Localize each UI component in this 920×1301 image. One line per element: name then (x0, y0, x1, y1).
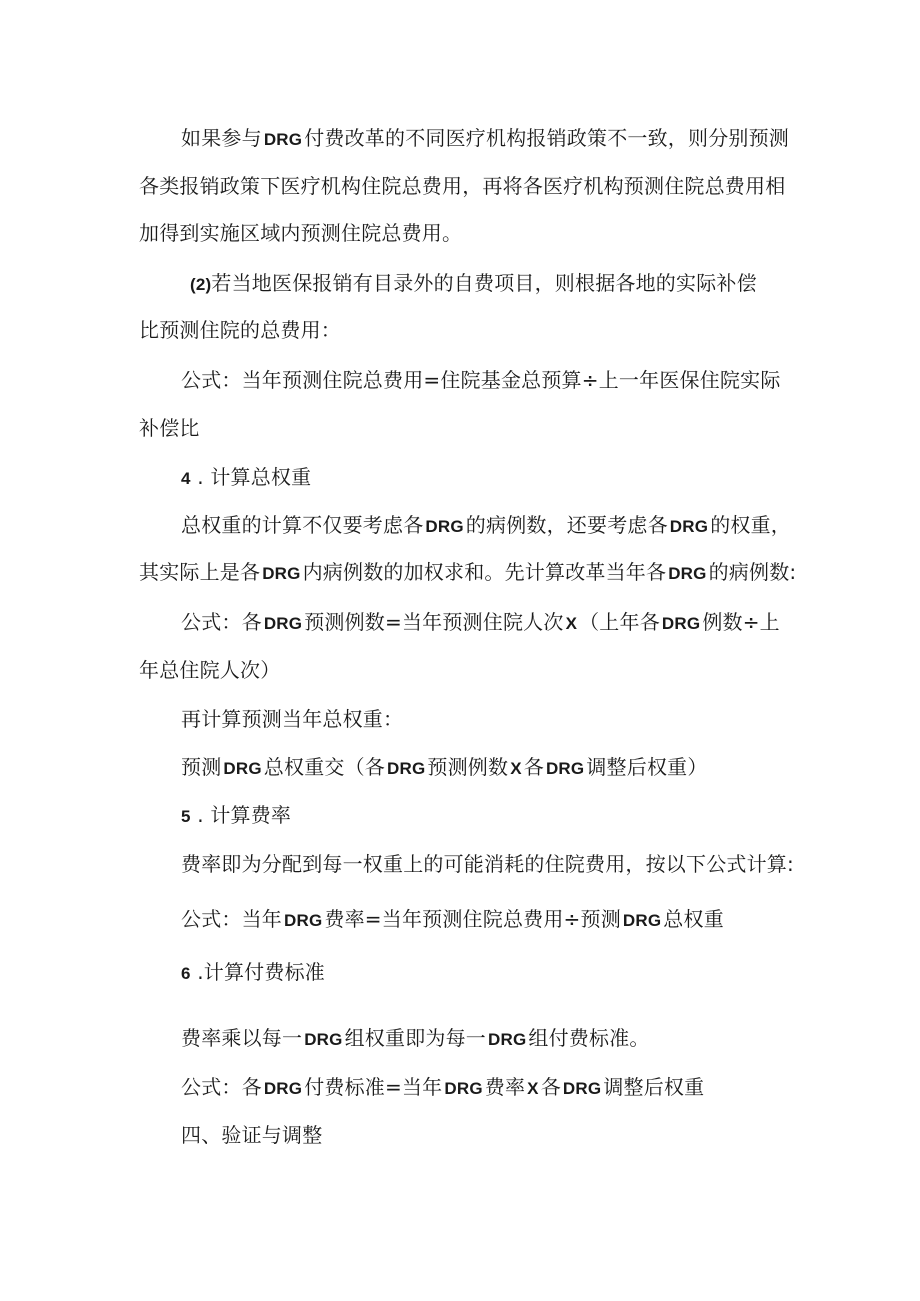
paragraph-1-line-3: 加得到实施区域内预测住院总费用。 (139, 221, 463, 245)
drg-term: DRG (661, 614, 701, 633)
drg-term: DRG (262, 564, 301, 583)
text-segment: 内病例数的加权求和。先计算改革当年各 (302, 560, 667, 584)
drg-term: DRG (425, 517, 464, 536)
formula-4 (181, 905, 724, 935)
text-segment: 的权重， (710, 513, 791, 537)
drg-term: DRG (304, 1030, 343, 1049)
text-segment: 付费改革的不同医疗机构报销政策不一致，则分别预测 (304, 126, 790, 150)
heading-text: .计算付费标准 (197, 960, 325, 984)
formula-5 (181, 1073, 704, 1103)
drg-term: DRG (622, 911, 662, 930)
formula-3 (181, 753, 708, 783)
text-segment: 调整后权重 (603, 1075, 705, 1099)
section-heading-4-verification: 四、验证与调整 (181, 1123, 323, 1147)
drg-term: DRG (545, 759, 585, 778)
multiply-symbol: X (565, 614, 578, 633)
section-heading-4 (181, 463, 311, 493)
paragraph-8: 费率即为分配到每一权重上的可能消耗的住院费用，按以下公式计算: (181, 852, 794, 876)
paragraph-2-line-1 (190, 269, 757, 299)
paragraph-4-line-2 (139, 558, 796, 588)
text-segment: 例数÷上 (702, 610, 780, 634)
drg-term: DRG (669, 517, 709, 536)
text-segment: （上年各 (579, 610, 660, 634)
text-segment: 各 (540, 1075, 561, 1099)
list-number: (2) (190, 275, 212, 294)
drg-term: DRG (263, 130, 303, 149)
text-segment: 总权重交（各 (263, 755, 385, 779)
text-segment: 费率=当年预测住院总费用÷预测 (324, 907, 621, 931)
text-segment: 公式：各 (181, 1075, 262, 1099)
text-segment: 预测例数=当年预测住院人次 (304, 610, 564, 634)
text-segment: 组付费标准。 (528, 1026, 650, 1050)
text-segment: 公式：各 (181, 610, 262, 634)
paragraph-1-line-2: 各类报销政策下医疗机构住院总费用，再将各医疗机构预测住院总费用相 (139, 174, 786, 198)
text-segment: 总权重的计算不仅要考虑各 (181, 513, 424, 537)
text-segment: 组权重即为每一 (344, 1026, 486, 1050)
drg-term: DRG (387, 759, 426, 778)
text-segment: 公式：当年 (181, 907, 282, 931)
text-segment: 若当地医保报销有目录外的自费项目，则根据各地的实际补偿 (211, 271, 757, 295)
multiply-symbol: X (510, 759, 522, 778)
text-segment: 如果参与 (181, 126, 262, 150)
text-segment: 的病例数，还要考虑各 (465, 513, 668, 537)
heading-number: 6 (181, 964, 191, 983)
paragraph-6: 再计算预测当年总权重： (181, 707, 404, 731)
text-segment: 费率乘以每一 (181, 1026, 303, 1050)
formula-1-line-1: 公式：当年预测住院总费用=住院基金总预算÷上一年医保住院实际 (181, 368, 781, 392)
heading-number: 5 (181, 807, 191, 826)
section-heading-6 (181, 958, 325, 988)
heading-text: . 计算费率 (197, 803, 292, 827)
text-segment: 各 (523, 755, 544, 779)
multiply-symbol: X (527, 1079, 539, 1098)
text-segment: 费率 (484, 1075, 526, 1099)
drg-term: DRG (284, 911, 323, 930)
drg-term: DRG (444, 1079, 483, 1098)
drg-term: DRG (668, 564, 707, 583)
heading-text: . 计算总权重 (197, 465, 312, 489)
drg-term: DRG (223, 759, 262, 778)
formula-1-line-2: 补偿比 (139, 416, 200, 440)
paragraph-10 (181, 1024, 650, 1054)
formula-2-line-2: 年总住院人次） (139, 658, 281, 682)
drg-term: DRG (263, 614, 303, 633)
paragraph-4-line-1 (181, 511, 791, 541)
section-heading-5 (181, 801, 291, 831)
text-segment: 总权重 (663, 907, 724, 931)
drg-term: DRG (562, 1079, 602, 1098)
text-segment: 付费标准=当年 (304, 1075, 443, 1099)
text-segment: 的病例数: (708, 560, 797, 584)
text-segment: 预测例数 (427, 755, 509, 779)
text-segment: 预测 (181, 755, 222, 779)
text-segment: 其实际上是各 (139, 560, 261, 584)
text-segment: 调整后权重） (586, 755, 708, 779)
formula-2-line-1 (181, 608, 780, 638)
paragraph-2-line-2: 比预测住院的总费用： (139, 318, 341, 342)
paragraph-1-line-1 (181, 124, 789, 154)
drg-term: DRG (263, 1079, 303, 1098)
drg-term: DRG (488, 1030, 527, 1049)
heading-number: 4 (181, 469, 191, 488)
